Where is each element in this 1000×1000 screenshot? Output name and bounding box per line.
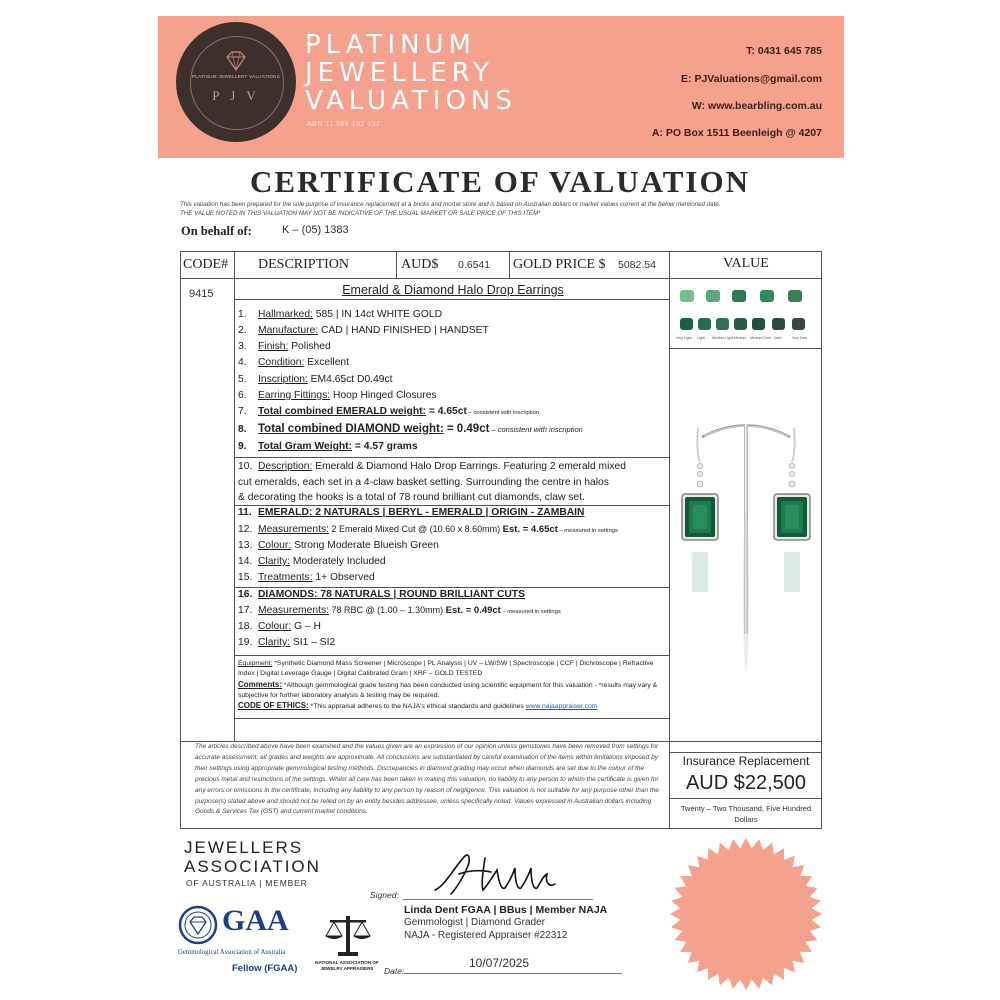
insurance-label: Insurance Replacement bbox=[682, 754, 810, 768]
date-label: Date: bbox=[384, 966, 405, 976]
scale-gem-bottom bbox=[698, 318, 711, 330]
separator-equipment bbox=[234, 718, 670, 719]
row-10-description: 10. Description: Emerald & Diamond Halo Drop Earrings. Featuring 2 emerald mixed cut emeralds, each set in a 4-claw basket setting. Surrounding the centre in halos & decorating the hooks is a total of 78 round brilliant cut diamonds, claw set. bbox=[238, 461, 626, 504]
gold-price-value: 5082.54 bbox=[618, 259, 656, 271]
contact-email: E: PJValuations@gmail.com bbox=[681, 73, 822, 85]
row-8: 8. Total combined DIAMOND weight: = 0.49ct – consistent with inscription bbox=[238, 423, 583, 435]
behalf-label: On behalf of: bbox=[181, 224, 252, 238]
contact-website: W: www.bearbling.com.au bbox=[691, 100, 822, 112]
date-value: 10/07/2025 bbox=[469, 956, 530, 970]
row-11: 11. EMERALD: 2 NATURALS | BERYL - EMERALD | ORIGIN - ZAMBAIN bbox=[238, 507, 585, 518]
footer-disclaimer: The articles described above have been examined and the values given are an expression of our opinion unless gemstones have been removed from settings for accurate assessment, all grades and weights are approximate. All conclusions are substantiated by careful examination of the items within limitations imposed by their settings using appropriate gemmological testing methods. Discrepancies in diamond grading may occur when diamonds are set due to the colour of the precious metal and restrictions of the settings. Whilst all care has been taken in making this valuation, no liability to any person to whom the certificate is given for any errors or omissions in the certificate, including any liability to any person by reason of negligence. This valuation is not suitable for any purpose other than the purpose(s) stated above and should not be relied on by an entity besides addressee, unless specifically noted. Values expressed in Australian dollars including Goods & Services Tax (GST) and current market conditions. bbox=[195, 743, 659, 816]
separator-15 bbox=[234, 587, 670, 588]
row-16: 16. DIAMONDS: 78 NATURALS | ROUND BRILLIANT CUTS bbox=[238, 589, 525, 600]
ja-logo-line-3: OF AUSTRALIA | MEMBER bbox=[186, 878, 308, 888]
row-19: 19. Clarity: SI1 – SI2 bbox=[238, 637, 336, 648]
gaa-logo-text: GAA bbox=[222, 904, 289, 937]
title-separator bbox=[234, 299, 670, 300]
desc-col-divider bbox=[396, 251, 397, 278]
signature-line bbox=[403, 899, 593, 900]
row-14: 14. Clarity: Moderately Included bbox=[238, 556, 386, 567]
row-3: 3. Finish: Polished bbox=[238, 341, 331, 352]
logo-initials: P J V bbox=[212, 88, 260, 103]
scale-gem-bottom bbox=[752, 318, 765, 330]
scale-gem bbox=[680, 290, 694, 302]
scale-gem-bottom bbox=[772, 318, 785, 330]
signed-label: Signed: bbox=[370, 890, 399, 900]
insurance-value-words: Twenty – Two Thousand, Five Hundred Dollars bbox=[680, 804, 812, 824]
signature-image bbox=[425, 846, 575, 901]
scale-caption: Very Light bbox=[676, 336, 692, 340]
col-header-value: VALUE bbox=[723, 256, 769, 271]
row-7: 7. Total combined EMERALD weight: = 4.65ct – consistent with inscription bbox=[238, 406, 540, 417]
signer-role: Gemmologist | Diamond Grader bbox=[404, 917, 545, 928]
row-17: 17. Measurements: 78 RBC @ (1.00 – 1.30mm) Est. = 0.49ct – measured in settings bbox=[238, 605, 561, 616]
scale-gem-bottom bbox=[716, 318, 729, 330]
aud-col-divider bbox=[509, 251, 510, 278]
row-18: 18. Colour: G – H bbox=[238, 621, 321, 632]
scale-gem-bottom bbox=[792, 318, 805, 330]
row-13: 13. Colour: Strong Moderate Blueish Green bbox=[238, 540, 439, 551]
item-code: 9415 bbox=[189, 288, 214, 300]
emerald-colour-scale bbox=[676, 286, 816, 346]
scale-caption: Very Dark bbox=[792, 336, 808, 340]
col-header-gold-price: GOLD PRICE $ bbox=[513, 257, 606, 272]
earrings-photo bbox=[672, 352, 820, 748]
insurance-value: AUD $22,500 bbox=[685, 772, 807, 794]
separator-19 bbox=[234, 655, 670, 656]
gaa-emblem-icon bbox=[178, 905, 218, 945]
scale-caption: Medium Light bbox=[712, 336, 734, 340]
row-4: 4. Condition: Excellent bbox=[238, 357, 350, 368]
separator-10 bbox=[234, 505, 670, 506]
brand-line-1: PLATINUM bbox=[305, 30, 476, 60]
logo-ring-text: PLATINUM JEWELLERY VALUATIONS bbox=[191, 74, 281, 79]
separator-9 bbox=[234, 457, 670, 458]
disclaimer-line-2: THE VALUE NOTED IN THIS VALUATION MAY NOT BE INDICATIVE OF THE USUAL MARKET OR SALE PRICE OF THIS ITEM* bbox=[180, 210, 541, 217]
brand-line-3: VALUATIONS bbox=[305, 86, 517, 116]
brand-line-2: JEWELLERY bbox=[305, 58, 494, 88]
behalf-value: K – (05) 1383 bbox=[282, 224, 349, 236]
insurance-value-divider bbox=[669, 798, 822, 799]
row-2: 2. Manufacture: CAD | HAND FINISHED | HANDSET bbox=[238, 325, 489, 336]
scale-gem-bottom bbox=[680, 318, 693, 330]
value-col-divider bbox=[669, 251, 670, 829]
contact-address: A: PO Box 1511 Beenleigh @ 4207 bbox=[651, 127, 822, 139]
signer-name: Linda Dent FGAA | BBus | Member NAJA bbox=[404, 904, 608, 916]
disclaimer-line-1: This valuation has been prepared for the sole purpose of insurance replacement at a bricks and mortar store and is based on Australian dollars or market values current at the below mentioned date. bbox=[180, 201, 721, 208]
aud-rate-value: 0.6541 bbox=[458, 259, 491, 271]
header-divider bbox=[180, 278, 822, 279]
scale-gem bbox=[706, 290, 720, 302]
date-line bbox=[404, 973, 622, 974]
gaa-subtitle: Gemmological Association of Australia bbox=[178, 949, 286, 956]
scale-gem bbox=[760, 290, 774, 302]
signer-registration: NAJA - Registered Appraiser #22312 bbox=[404, 930, 568, 941]
row-5: 5. Inscription: EM4.65ct D0.49ct bbox=[238, 374, 393, 385]
diamond-icon bbox=[223, 50, 249, 72]
gaa-fellow: Fellow (FGAA) bbox=[232, 963, 298, 974]
col-header-description: DESCRIPTION bbox=[258, 257, 350, 272]
ja-logo-line-1: JEWELLERS bbox=[184, 838, 304, 857]
scale-caption: Dark bbox=[774, 336, 782, 340]
scale-caption: Light bbox=[697, 336, 705, 340]
equipment-block: Equipment: *Synthetic Diamond Mass Screener | Microscope | PL Analysis | UV – LW/SW | Spectroscope | CCF | Dichroscope | Refractive Index | Digital Leverage Gauge | Digital Calibrated Gram | XRF – GOLD TESTED Comments: *Although gemmological grade testing has been conducted using scientific equipment for this valuation - *results may vary & subjective for further laboratory analysis & testing may be required. CODE OF ETHICS: *This appraisal adheres to the NAJA's ethical standards and guidelines www.najaappraiser.com bbox=[238, 660, 658, 711]
value-scale-divider bbox=[669, 348, 822, 349]
row-9: 9. Total Gram Weight: = 4.57 grams bbox=[238, 441, 418, 452]
scale-gem bbox=[732, 290, 746, 302]
row-12: 12. Measurements: 2 Emerald Mixed Cut @ (10.60 x 8.60mm) Est. = 4.65ct – measured in settings bbox=[238, 524, 618, 535]
naja-logo-text: NATIONAL ASSOCIATION OF JEWELRY APPRAISERS bbox=[315, 960, 379, 971]
document-title: CERTIFICATE OF VALUATION bbox=[250, 164, 750, 199]
scale-caption: Medium bbox=[734, 336, 747, 340]
scale-gem-bottom bbox=[734, 318, 747, 330]
col-header-aud: AUD$ bbox=[401, 257, 439, 272]
ja-logo-line-2: ASSOCIATION bbox=[184, 857, 321, 876]
insurance-divider bbox=[669, 752, 822, 753]
col-header-code: CODE# bbox=[183, 257, 229, 272]
naja-scales-icon bbox=[322, 912, 374, 958]
abn-number: ABN 11 588 192 137 bbox=[307, 121, 381, 128]
contact-phone: T: 0431 645 785 bbox=[746, 45, 822, 57]
row-6: 6. Earring Fittings: Hoop Hinged Closures bbox=[238, 390, 437, 401]
row-1: 1. Hallmarked: 585 | IN 14ct WHITE GOLD bbox=[238, 309, 443, 320]
scale-caption: Medium Dark bbox=[750, 336, 771, 340]
naja-link[interactable]: www.najaappraiser.com bbox=[525, 703, 598, 711]
item-title: Emerald & Diamond Halo Drop Earrings bbox=[342, 283, 564, 297]
code-col-divider bbox=[234, 251, 235, 741]
certificate-seal bbox=[668, 836, 824, 992]
scale-gem bbox=[788, 290, 802, 302]
row-15: 15. Treatments: 1+ Observed bbox=[238, 572, 375, 583]
